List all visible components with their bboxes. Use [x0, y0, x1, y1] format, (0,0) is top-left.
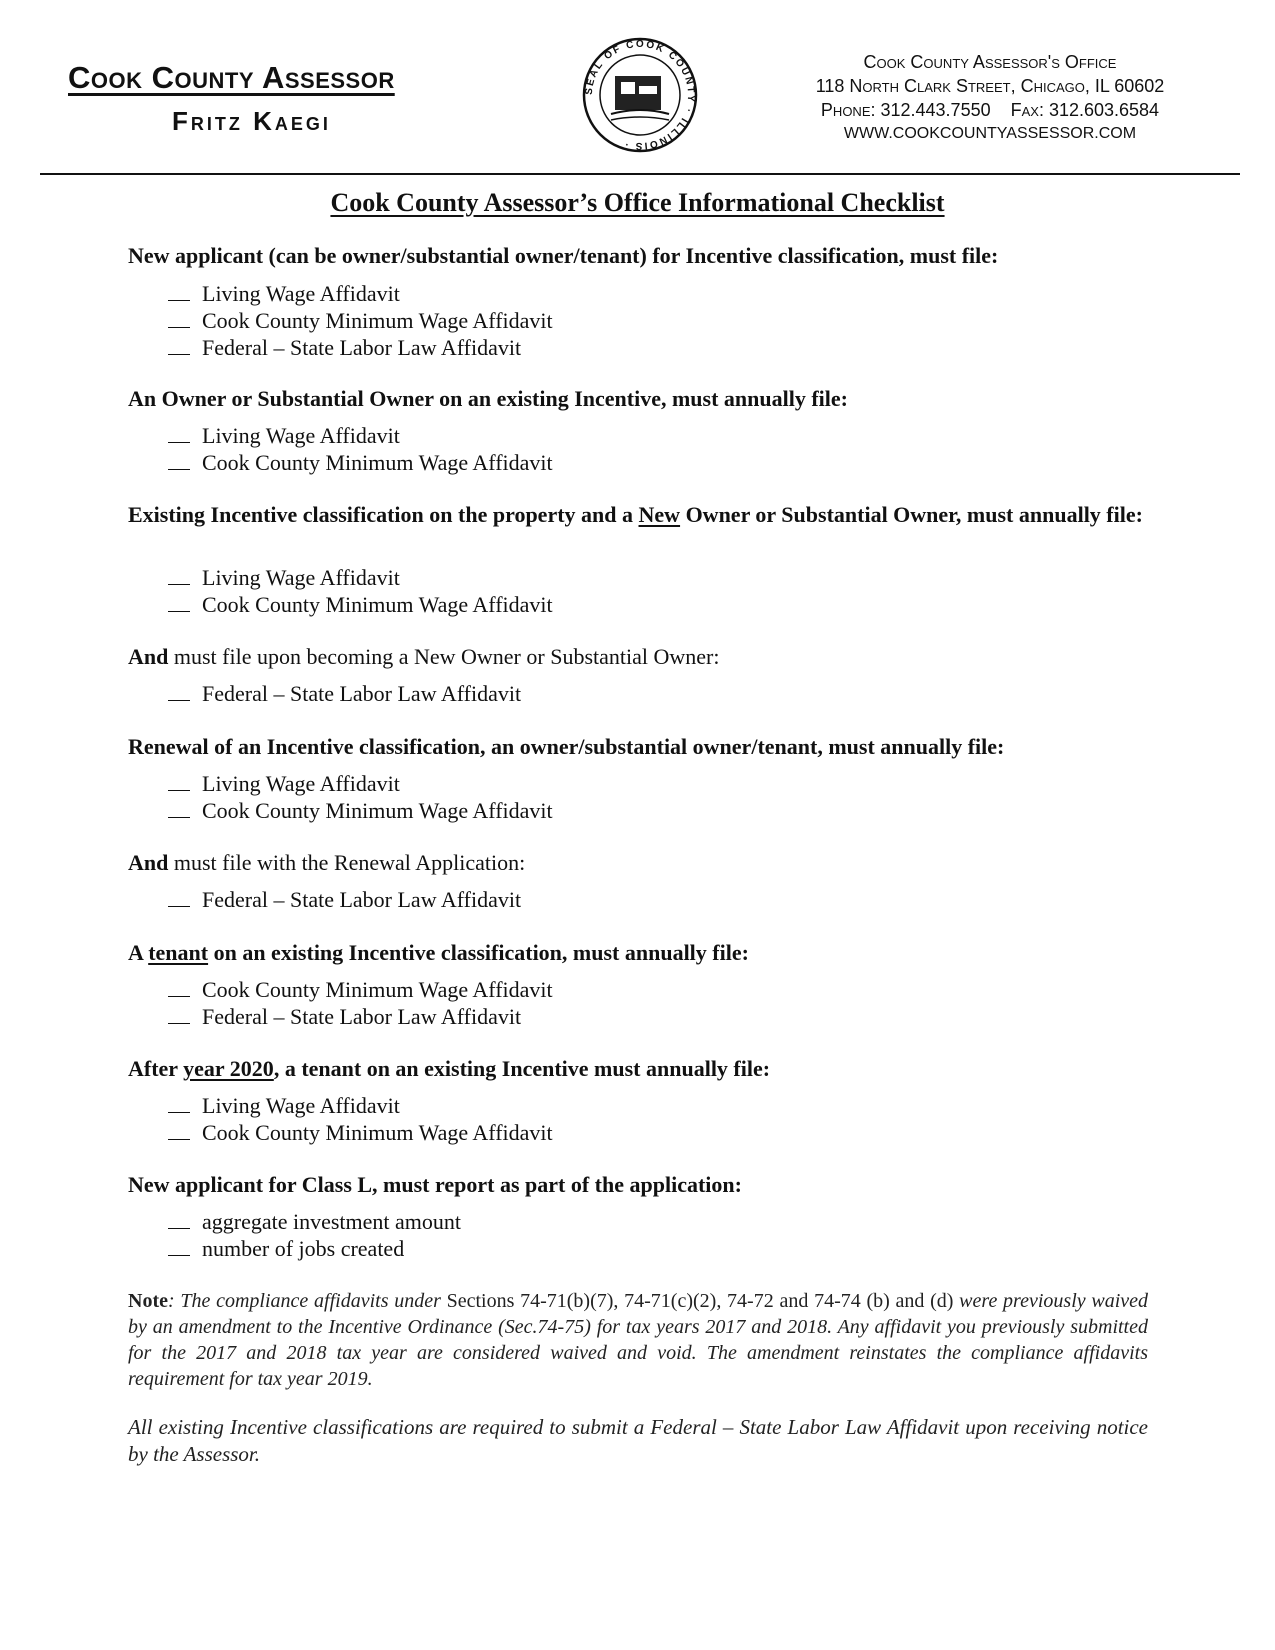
- header-divider: [40, 173, 1240, 175]
- section-heading: A tenant on an existing Incentive classification, must annually file:: [128, 940, 749, 965]
- checklist-item: Living Wage Affidavit: [168, 770, 553, 797]
- checklist-item: Federal – State Labor Law Affidavit: [168, 680, 521, 707]
- county-seal-icon: [581, 36, 699, 154]
- section-heading: After year 2020, a tenant on an existing Incentive must annually file:: [128, 1056, 771, 1081]
- checkbox-blank[interactable]: [168, 1123, 190, 1140]
- section-heading: New applicant (can be owner/substantial owner/tenant) for Incentive classification, must file:: [128, 243, 999, 268]
- checklist: [168, 564, 553, 618]
- section-heading: And must file upon becoming a New Owner or Substantial Owner:: [128, 644, 720, 669]
- checklist: [168, 886, 521, 913]
- section-heading: Existing Incentive classification on the property and a New Owner or Substantial Owner, must annually file:: [128, 502, 1143, 527]
- section-heading: New applicant for Class L, must report as part of the application:: [128, 1172, 742, 1197]
- checklist-item: Living Wage Affidavit: [168, 564, 553, 591]
- checkbox-blank[interactable]: [168, 1007, 190, 1024]
- checklist-item: Living Wage Affidavit: [168, 280, 553, 307]
- section-heading: And must file with the Renewal Application:: [128, 850, 526, 875]
- checklist-item: Living Wage Affidavit: [168, 422, 553, 449]
- assessor-name: Fritz Kaegi: [172, 106, 331, 136]
- checklist-item: Cook County Minimum Wage Affidavit: [168, 1119, 553, 1146]
- document-title: Cook County Assessor’s Office Informational Checklist: [330, 188, 945, 217]
- office-contact-block: [760, 50, 1220, 146]
- checklist-item: Cook County Minimum Wage Affidavit: [168, 449, 553, 476]
- checkbox-blank[interactable]: [168, 1239, 190, 1256]
- office-website[interactable]: WWW.COOKCOUNTYASSESSOR.COM: [843, 125, 1137, 142]
- checklist-item: aggregate investment amount: [168, 1208, 461, 1235]
- checklist: [168, 1208, 461, 1262]
- checkbox-blank[interactable]: [168, 980, 190, 997]
- checklist-item: Federal – State Labor Law Affidavit: [168, 334, 553, 361]
- checklist: [168, 280, 553, 361]
- checklist: [168, 1092, 553, 1146]
- checklist-item: Federal – State Labor Law Affidavit: [168, 1003, 553, 1030]
- org-name: Cook County Assessor: [68, 60, 395, 95]
- office-phone-fax: Phone: 312.443.7550 Fax: 312.603.6584: [820, 100, 1160, 120]
- checkbox-blank[interactable]: [168, 453, 190, 470]
- office-name: Cook County Assessor's Office: [863, 52, 1117, 72]
- checkbox-blank[interactable]: [168, 801, 190, 818]
- checkbox-blank[interactable]: [168, 595, 190, 612]
- svg-text:SEAL OF COOK COUNTY · ILLINOIS: SEAL OF COOK COUNTY · ILLINOIS ·: [583, 38, 697, 152]
- checkbox-blank[interactable]: [168, 338, 190, 355]
- checkbox-blank[interactable]: [168, 774, 190, 791]
- checklist-item: Cook County Minimum Wage Affidavit: [168, 307, 553, 334]
- checkbox-blank[interactable]: [168, 426, 190, 443]
- checkbox-blank[interactable]: [168, 684, 190, 701]
- letterhead: [0, 0, 1275, 180]
- checklist-item: number of jobs created: [168, 1235, 461, 1262]
- checkbox-blank[interactable]: [168, 311, 190, 328]
- checklist: [168, 680, 521, 707]
- checklist-item: Federal – State Labor Law Affidavit: [168, 886, 521, 913]
- checkbox-blank[interactable]: [168, 1212, 190, 1229]
- checkbox-blank[interactable]: [168, 890, 190, 907]
- checkbox-blank[interactable]: [168, 1096, 190, 1113]
- final-note: All existing Incentive classifications are required to submit a Federal – State Labor Law Affidavit upon receiving notice by the Assessor.: [128, 1415, 1148, 1466]
- checklist-item: Cook County Minimum Wage Affidavit: [168, 797, 553, 824]
- checkbox-blank[interactable]: [168, 568, 190, 585]
- compliance-note: Note: The compliance affidavits under Sections 74-71(b)(7), 74-71(c)(2), 74-72 and 74-74 (b) and (d) were previously waived by an amendment to the Incentive Ordinance (Sec.74-75) for tax years 2017 and 2018. Any affidavit you previously submitted for the 2017 and 2018 tax year are considered waived and void. The amendment reinstates the compliance affidavits requirement for tax year 2019.: [128, 1290, 1149, 1390]
- checklist-item: Cook County Minimum Wage Affidavit: [168, 976, 553, 1003]
- checklist: [168, 976, 553, 1030]
- section-heading: An Owner or Substantial Owner on an existing Incentive, must annually file:: [128, 386, 848, 411]
- checklist: [168, 422, 553, 476]
- checklist-item: Living Wage Affidavit: [168, 1092, 553, 1119]
- section-heading: Renewal of an Incentive classification, an owner/substantial owner/tenant, must annually file:: [128, 734, 1005, 759]
- office-address: 118 North Clark Street, Chicago, IL 60602: [815, 76, 1165, 96]
- checklist: [168, 770, 553, 824]
- checklist-item: Cook County Minimum Wage Affidavit: [168, 591, 553, 618]
- checkbox-blank[interactable]: [168, 284, 190, 301]
